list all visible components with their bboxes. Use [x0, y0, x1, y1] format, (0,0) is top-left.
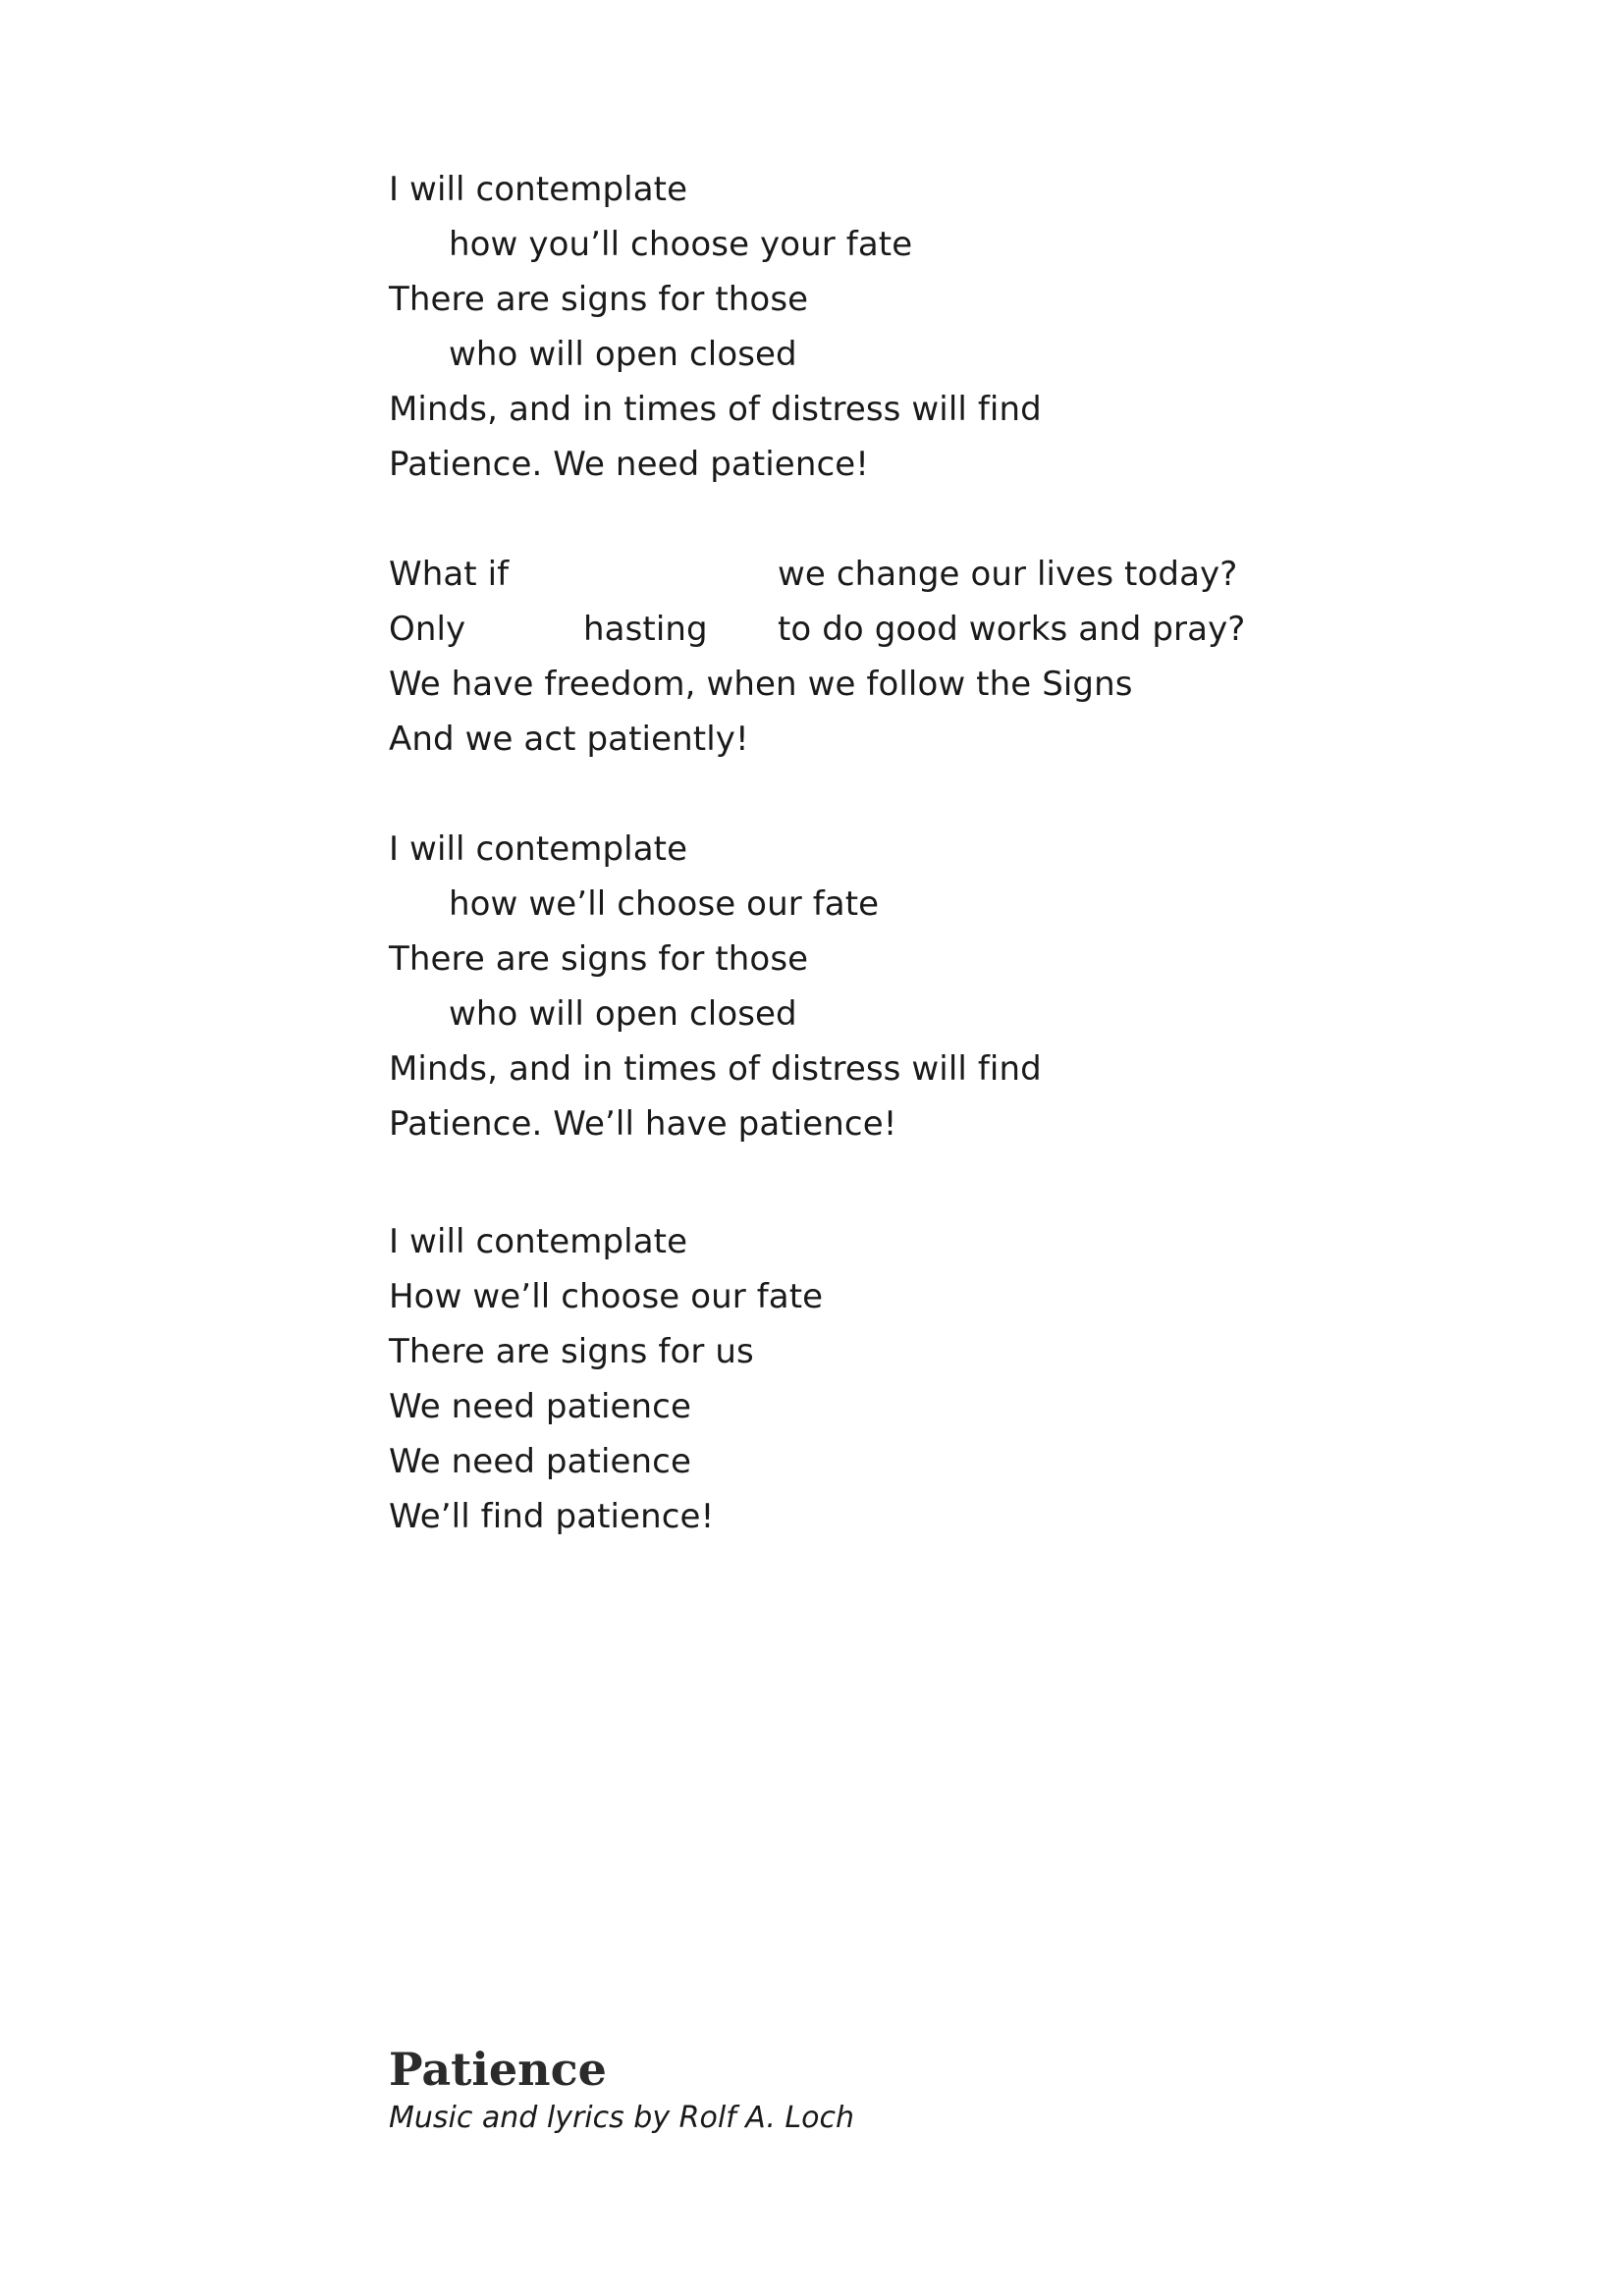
lyric-line: Minds, and in times of distress will find	[389, 1049, 1042, 1089]
lyric-cell: Only	[389, 610, 466, 649]
song-title: Patience	[389, 2043, 607, 2096]
lyric-line: I will contemplate	[389, 170, 688, 209]
lyric-line: how we’ll choose our fate	[449, 884, 880, 924]
lyric-cell: we change our lives today?	[778, 555, 1238, 594]
lyric-line: how you’ll choose your fate	[449, 225, 913, 264]
stanza-3	[389, 822, 1469, 1151]
lyric-line: We’ll find patience!	[389, 1497, 715, 1536]
lyric-line: And we act patiently!	[389, 720, 749, 759]
stanza-1	[389, 162, 1469, 492]
song-credit: Music and lyrics by Rolf A. Loch	[389, 2101, 854, 2135]
song-title-block	[389, 2040, 854, 2138]
lyric-line: I will contemplate	[389, 1222, 688, 1261]
lyric-line: We need patience	[389, 1387, 691, 1426]
lyric-line: Minds, and in times of distress will find	[389, 390, 1042, 429]
lyrics-body	[389, 162, 1469, 1599]
lyric-line: I will contemplate	[389, 829, 688, 869]
stanza-2	[389, 547, 1469, 767]
lyric-line: Patience. We’ll have patience!	[389, 1104, 897, 1144]
lyric-cell: hasting	[583, 610, 708, 649]
lyric-line: There are signs for those	[389, 939, 809, 979]
lyric-line: who will open closed	[449, 994, 797, 1034]
lyric-line: who will open closed	[449, 335, 797, 374]
stanza-4	[389, 1214, 1469, 1544]
lyric-line: We have freedom, when we follow the Signs	[389, 665, 1133, 704]
lyric-line: There are signs for those	[389, 280, 809, 319]
lyric-line: We need patience	[389, 1442, 691, 1481]
lyric-row	[389, 547, 1469, 602]
lyric-line: There are signs for us	[389, 1332, 754, 1371]
lyric-line: How we’ll choose our fate	[389, 1277, 824, 1316]
lyric-row	[389, 602, 1469, 657]
lyric-line: Patience. We need patience!	[389, 445, 870, 484]
lyric-cell: to do good works and pray?	[778, 610, 1246, 649]
lyric-cell: What if	[389, 555, 510, 594]
